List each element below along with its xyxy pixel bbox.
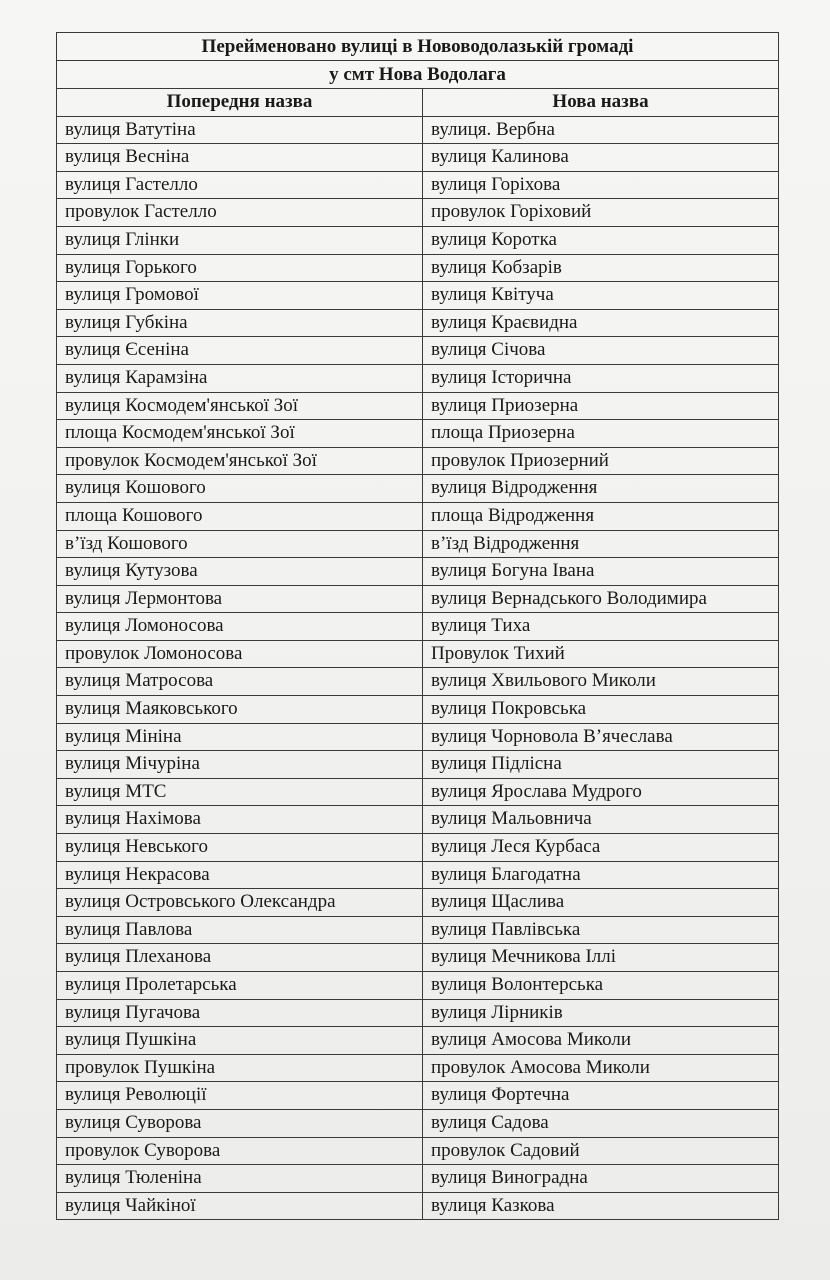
table-row <box>57 171 779 199</box>
old-street-name: вулиця Губкіна <box>57 309 423 337</box>
new-street-name: вулиця Виноградна <box>423 1165 779 1193</box>
new-street-name: вулиця Приозерна <box>423 392 779 420</box>
new-street-name: вулиця Мечникова Іллі <box>423 944 779 972</box>
old-street-name: вулиця Нахімова <box>57 806 423 834</box>
table-row <box>57 1109 779 1137</box>
old-street-name: вулиця Чайкіної <box>57 1192 423 1220</box>
table-row <box>57 116 779 144</box>
old-street-name: вулиця Некрасова <box>57 861 423 889</box>
new-street-name: вулиця Леся Курбаса <box>423 834 779 862</box>
table-row <box>57 696 779 724</box>
old-street-name: площа Космодем'янської Зої <box>57 420 423 448</box>
new-street-name: вулиця Чорновола В’ячеслава <box>423 723 779 751</box>
column-header-new-name: Нова назва <box>423 89 779 117</box>
old-street-name: вулиця Мініна <box>57 723 423 751</box>
table-row <box>57 861 779 889</box>
street-rename-table <box>56 32 779 1220</box>
new-street-name: площа Приозерна <box>423 420 779 448</box>
old-street-name: вулиця Космодем'янської Зої <box>57 392 423 420</box>
table-row <box>57 778 779 806</box>
table-body <box>57 116 779 1220</box>
new-street-name: вулиця Історична <box>423 364 779 392</box>
old-street-name: провулок Ломоносова <box>57 640 423 668</box>
table-row <box>57 475 779 503</box>
new-street-name: вулиця Фортечна <box>423 1082 779 1110</box>
new-street-name: вулиця Лірників <box>423 999 779 1027</box>
old-street-name: вулиця Суворова <box>57 1109 423 1137</box>
old-street-name: вулиця Гастелло <box>57 171 423 199</box>
old-street-name: в’їзд Кошового <box>57 530 423 558</box>
table-row <box>57 226 779 254</box>
old-street-name: вулиця Павлова <box>57 916 423 944</box>
new-street-name: Провулок Тихий <box>423 640 779 668</box>
table-row <box>57 585 779 613</box>
table-row <box>57 1192 779 1220</box>
new-street-name: вулиця. Вербна <box>423 116 779 144</box>
old-street-name: вулиця МТС <box>57 778 423 806</box>
table-row <box>57 1054 779 1082</box>
column-header-old-name: Попередня назва <box>57 89 423 117</box>
table-row <box>57 806 779 834</box>
new-street-name: провулок Амосова Миколи <box>423 1054 779 1082</box>
old-street-name: вулиця Весніна <box>57 144 423 172</box>
new-street-name: вулиця Богуна Івана <box>423 558 779 586</box>
old-street-name: провулок Пушкіна <box>57 1054 423 1082</box>
new-street-name: вулиця Вернадського Володимира <box>423 585 779 613</box>
new-street-name: вулиця Щаслива <box>423 889 779 917</box>
table-row <box>57 420 779 448</box>
old-street-name: вулиця Тюленіна <box>57 1165 423 1193</box>
old-street-name: вулиця Ватутіна <box>57 116 423 144</box>
table-row <box>57 309 779 337</box>
new-street-name: вулиця Підлісна <box>423 751 779 779</box>
old-street-name: вулиця Невського <box>57 834 423 862</box>
new-street-name: вулиця Казкова <box>423 1192 779 1220</box>
new-street-name: площа Відродження <box>423 502 779 530</box>
new-street-name: вулиця Покровська <box>423 696 779 724</box>
new-street-name: вулиця Краєвидна <box>423 309 779 337</box>
table-row <box>57 1165 779 1193</box>
old-street-name: вулиця Матросова <box>57 668 423 696</box>
old-street-name: вулиця Карамзіна <box>57 364 423 392</box>
new-street-name: вулиця Садова <box>423 1109 779 1137</box>
table-row <box>57 640 779 668</box>
old-street-name: вулиця Пролетарська <box>57 972 423 1000</box>
table-row <box>57 530 779 558</box>
old-street-name: вулиця Революції <box>57 1082 423 1110</box>
table-row <box>57 889 779 917</box>
table-row <box>57 558 779 586</box>
old-street-name: вулиця Горького <box>57 254 423 282</box>
old-street-name: провулок Космодем'янської Зої <box>57 447 423 475</box>
table-row <box>57 944 779 972</box>
old-street-name: вулиця Глінки <box>57 226 423 254</box>
table-row <box>57 282 779 310</box>
table-row <box>57 254 779 282</box>
table-row <box>57 502 779 530</box>
old-street-name: площа Кошового <box>57 502 423 530</box>
table-row <box>57 751 779 779</box>
old-street-name: вулиця Кошового <box>57 475 423 503</box>
table-row <box>57 999 779 1027</box>
new-street-name: вулиця Хвильового Миколи <box>423 668 779 696</box>
new-street-name: провулок Приозерний <box>423 447 779 475</box>
table-row <box>57 364 779 392</box>
old-street-name: вулиця Ломоносова <box>57 613 423 641</box>
column-header-row <box>57 89 779 117</box>
new-street-name: провулок Садовий <box>423 1137 779 1165</box>
table-row <box>57 613 779 641</box>
old-street-name: провулок Суворова <box>57 1137 423 1165</box>
old-street-name: вулиця Кутузова <box>57 558 423 586</box>
old-street-name: вулиця Лермонтова <box>57 585 423 613</box>
new-street-name: провулок Горіховий <box>423 199 779 227</box>
title-row-2 <box>57 61 779 89</box>
new-street-name: вулиця Павлівська <box>423 916 779 944</box>
table-row <box>57 392 779 420</box>
table-row <box>57 668 779 696</box>
table-row <box>57 1027 779 1055</box>
old-street-name: провулок Гастелло <box>57 199 423 227</box>
old-street-name: вулиця Громової <box>57 282 423 310</box>
table-row <box>57 199 779 227</box>
new-street-name: вулиця Січова <box>423 337 779 365</box>
table-row <box>57 916 779 944</box>
new-street-name: вулиця Ярослава Мудрого <box>423 778 779 806</box>
table-row <box>57 447 779 475</box>
table-row <box>57 834 779 862</box>
old-street-name: вулиця Пушкіна <box>57 1027 423 1055</box>
old-street-name: вулиця Мічуріна <box>57 751 423 779</box>
title-row-1 <box>57 33 779 61</box>
new-street-name: вулиця Кобзарів <box>423 254 779 282</box>
new-street-name: вулиця Мальовнича <box>423 806 779 834</box>
document-subtitle: у смт Нова Водолага <box>57 61 779 89</box>
old-street-name: вулиця Єсеніна <box>57 337 423 365</box>
old-street-name: вулиця Пугачова <box>57 999 423 1027</box>
document-sheet <box>56 32 778 1220</box>
table-row <box>57 1137 779 1165</box>
new-street-name: в’їзд Відродження <box>423 530 779 558</box>
table-row <box>57 723 779 751</box>
new-street-name: вулиця Відродження <box>423 475 779 503</box>
table-row <box>57 972 779 1000</box>
new-street-name: вулиця Квітуча <box>423 282 779 310</box>
new-street-name: вулиця Волонтерська <box>423 972 779 1000</box>
new-street-name: вулиця Горіхова <box>423 171 779 199</box>
old-street-name: вулиця Плеханова <box>57 944 423 972</box>
old-street-name: вулиця Маяковського <box>57 696 423 724</box>
table-row <box>57 144 779 172</box>
new-street-name: вулиця Коротка <box>423 226 779 254</box>
table-row <box>57 337 779 365</box>
new-street-name: вулиця Тиха <box>423 613 779 641</box>
new-street-name: вулиця Калинова <box>423 144 779 172</box>
old-street-name: вулиця Островського Олександра <box>57 889 423 917</box>
new-street-name: вулиця Благодатна <box>423 861 779 889</box>
table-row <box>57 1082 779 1110</box>
document-title: Перейменовано вулиці в Нововодолазькій громаді <box>57 33 779 61</box>
new-street-name: вулиця Амосова Миколи <box>423 1027 779 1055</box>
